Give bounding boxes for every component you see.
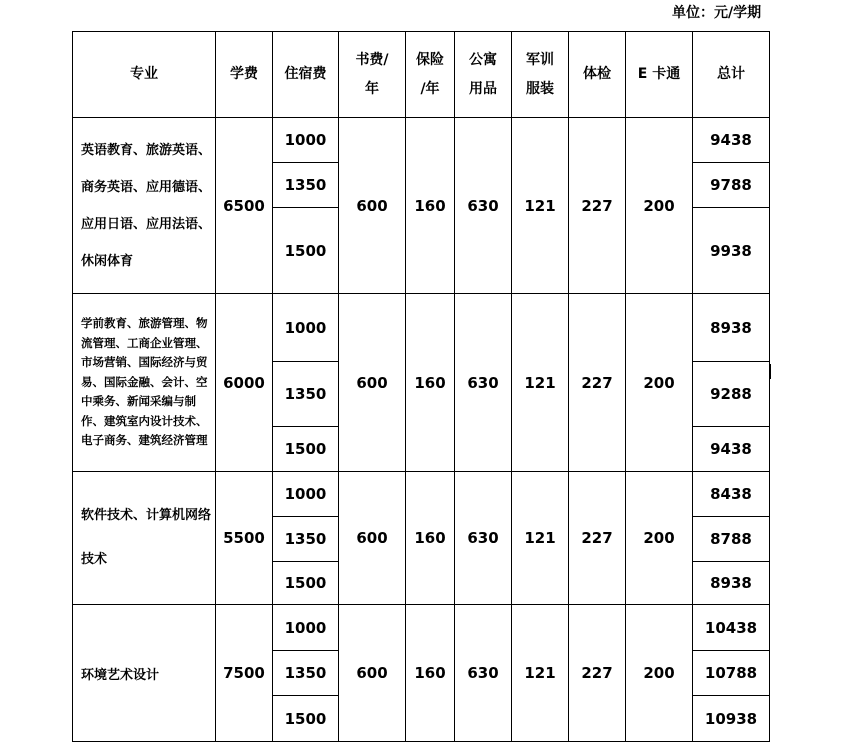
header-insurance-line1: 保险 xyxy=(416,51,444,68)
header-checkup: 体检 xyxy=(569,32,626,118)
tuition-cell: 7500 xyxy=(216,605,273,742)
header-dorm-supplies xyxy=(455,32,512,118)
header-insurance xyxy=(406,32,455,118)
ecard-cell: 200 xyxy=(626,472,693,605)
total-cell: 9788 xyxy=(693,163,770,208)
books-cell: 600 xyxy=(339,118,406,294)
major-cell: 学前教育、旅游管理、物流管理、工商企业管理、市场营销、国际经济与贸易、国际金融、会计、空中乘务、新闻采编与制作、建筑室内设计技术、电子商务、建筑经济管理 xyxy=(73,294,216,472)
housing-cell: 1500 xyxy=(273,427,339,472)
housing-cell: 1350 xyxy=(273,163,339,208)
dorm-cell: 630 xyxy=(455,605,512,742)
dorm-cell: 630 xyxy=(455,294,512,472)
header-major: 专业 xyxy=(73,32,216,118)
housing-cell: 1000 xyxy=(273,118,339,163)
housing-cell: 1500 xyxy=(273,562,339,605)
header-ecard: E 卡通 xyxy=(626,32,693,118)
header-military-line1: 军训 xyxy=(526,51,554,68)
header-housing: 住宿费 xyxy=(273,32,339,118)
total-cell: 8788 xyxy=(693,517,770,562)
total-cell: 10788 xyxy=(693,651,770,696)
total-cell: 9288 xyxy=(693,362,770,427)
total-cell: 8938 xyxy=(693,562,770,605)
books-cell: 600 xyxy=(339,294,406,472)
header-row xyxy=(73,32,770,118)
total-cell: 8438 xyxy=(693,472,770,517)
header-dorm-line1: 公寓 xyxy=(469,51,497,68)
table-row xyxy=(73,294,770,362)
tuition-cell: 6000 xyxy=(216,294,273,472)
insurance-cell: 160 xyxy=(406,118,455,294)
insurance-cell: 160 xyxy=(406,605,455,742)
header-dorm-line2: 用品 xyxy=(469,80,497,97)
header-tuition: 学费 xyxy=(216,32,273,118)
table-row xyxy=(73,605,770,651)
dorm-cell: 630 xyxy=(455,472,512,605)
books-cell: 600 xyxy=(339,605,406,742)
housing-cell: 1350 xyxy=(273,362,339,427)
ecard-cell: 200 xyxy=(626,605,693,742)
text-cursor xyxy=(769,364,771,379)
unit-label: 单位：元/学期 xyxy=(672,5,762,21)
header-books-line2: 年 xyxy=(365,80,379,97)
housing-cell: 1000 xyxy=(273,294,339,362)
military-cell: 121 xyxy=(512,472,569,605)
header-insurance-line2: /年 xyxy=(420,80,440,97)
housing-cell: 1500 xyxy=(273,208,339,294)
checkup-cell: 227 xyxy=(569,294,626,472)
housing-cell: 1350 xyxy=(273,651,339,696)
dorm-cell: 630 xyxy=(455,118,512,294)
housing-cell: 1000 xyxy=(273,605,339,651)
total-cell: 9438 xyxy=(693,118,770,163)
ecard-cell: 200 xyxy=(626,294,693,472)
header-total: 总计 xyxy=(693,32,770,118)
checkup-cell: 227 xyxy=(569,118,626,294)
header-books-line1: 书费/ xyxy=(355,51,389,68)
total-cell: 10938 xyxy=(693,696,770,742)
housing-cell: 1350 xyxy=(273,517,339,562)
insurance-cell: 160 xyxy=(406,294,455,472)
major-cell: 英语教育、旅游英语、商务英语、应用德语、应用日语、应用法语、休闲体育 xyxy=(73,118,216,294)
fee-table xyxy=(72,31,770,742)
military-cell: 121 xyxy=(512,294,569,472)
ecard-cell: 200 xyxy=(626,118,693,294)
military-cell: 121 xyxy=(512,605,569,742)
header-books xyxy=(339,32,406,118)
total-cell: 9938 xyxy=(693,208,770,294)
tuition-cell: 6500 xyxy=(216,118,273,294)
major-cell: 软件技术、计算机网络技术 xyxy=(73,472,216,605)
major-cell: 环境艺术设计 xyxy=(73,605,216,742)
table-row xyxy=(73,118,770,163)
books-cell: 600 xyxy=(339,472,406,605)
header-military xyxy=(512,32,569,118)
housing-cell: 1500 xyxy=(273,696,339,742)
total-cell: 8938 xyxy=(693,294,770,362)
insurance-cell: 160 xyxy=(406,472,455,605)
tuition-cell: 5500 xyxy=(216,472,273,605)
military-cell: 121 xyxy=(512,118,569,294)
checkup-cell: 227 xyxy=(569,472,626,605)
total-cell: 10438 xyxy=(693,605,770,651)
total-cell: 9438 xyxy=(693,427,770,472)
checkup-cell: 227 xyxy=(569,605,626,742)
header-military-line2: 服装 xyxy=(526,80,554,97)
table-row xyxy=(73,472,770,517)
housing-cell: 1000 xyxy=(273,472,339,517)
